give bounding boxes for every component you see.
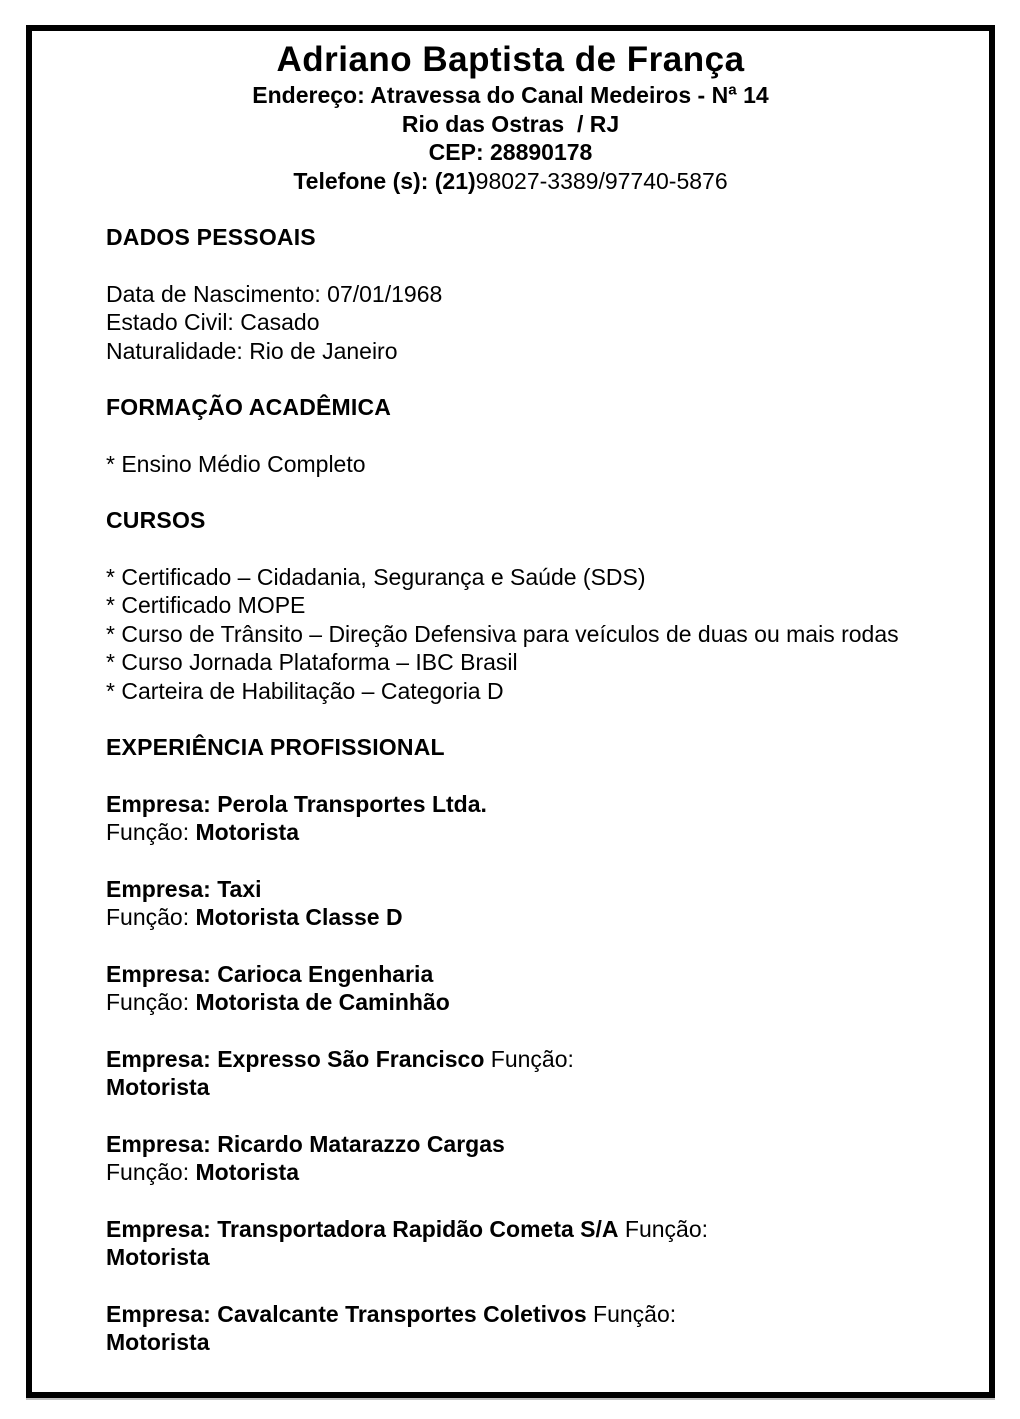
company-name: Empresa: Ricardo Matarazzo Cargas — [106, 1130, 505, 1157]
phone-numbers: 98027-3389/97740-5876 — [475, 167, 728, 194]
role-value: Motorista — [106, 1244, 210, 1270]
role-label: Função: — [624, 1215, 709, 1242]
section-heading-education: FORMAÇÃO ACADÊMICA — [106, 394, 392, 420]
role-label: Função: — [593, 1300, 677, 1327]
address-line: Endereço: Atravessa do Canal Medeiros - Nª 14 — [252, 82, 769, 108]
section-courses — [106, 506, 983, 705]
experience-entry — [106, 1300, 983, 1357]
experience-entry — [106, 960, 983, 1017]
role-value: Motorista — [195, 819, 299, 845]
role-label: Função: — [106, 1159, 190, 1185]
company-name: Empresa: Carioca Engenharia — [106, 960, 434, 987]
experience-entry — [106, 1045, 983, 1102]
company-name: Empresa: Taxi — [106, 875, 262, 902]
education-item: * Ensino Médio Completo — [106, 450, 366, 477]
experience-entry — [106, 875, 983, 932]
city-line: Rio das Ostras / RJ — [401, 110, 620, 137]
education-paragraph — [106, 450, 983, 479]
courses-list — [106, 563, 983, 706]
role-label: Função: — [106, 819, 190, 845]
company-name: Empresa: Transportadora Rapidão Cometa S/A — [106, 1215, 619, 1242]
role-label: Função: — [490, 1045, 574, 1072]
course-item: * Certificado – Cidadania, Segurança e Saúde (SDS) — [106, 563, 646, 590]
birthplace-line: Naturalidade: Rio de Janeiro — [106, 337, 398, 364]
course-item: * Certificado MOPE — [106, 592, 306, 618]
role-value: Motorista — [106, 1074, 210, 1100]
section-heading-courses: CURSOS — [106, 507, 206, 533]
marital-status-line: Estado Civil: Casado — [106, 309, 320, 335]
company-name: Empresa: Cavalcante Transportes Coletivos — [106, 1300, 587, 1327]
personal-data-paragraph — [106, 280, 983, 366]
role-value: Motorista — [106, 1329, 210, 1355]
section-experience — [106, 733, 983, 1357]
phone-label: Telefone (s): (21) — [293, 167, 476, 194]
course-item: * Curso de Trânsito – Direção Defensiva para veículos de duas ou mais rodas — [106, 620, 899, 647]
section-heading-personal: DADOS PESSOAIS — [106, 224, 316, 250]
resume-body — [38, 223, 983, 1357]
role-label: Função: — [106, 904, 190, 930]
section-personal-data — [106, 223, 983, 365]
section-heading-experience: EXPERIÊNCIA PROFISSIONAL — [106, 734, 445, 760]
experience-entry — [106, 1215, 983, 1272]
resume-header — [38, 39, 983, 195]
role-value: Motorista de Caminhão — [195, 989, 450, 1015]
experience-entry — [106, 1130, 983, 1187]
birth-date-line: Data de Nascimento: 07/01/1968 — [106, 280, 443, 307]
role-value: Motorista Classe D — [195, 904, 403, 930]
company-name: Empresa: Expresso São Francisco — [106, 1045, 485, 1072]
course-item: * Carteira de Habilitação – Categoria D — [106, 677, 504, 704]
role-label: Função: — [106, 989, 190, 1015]
phone-line — [38, 167, 983, 196]
section-education — [106, 393, 983, 478]
person-name: Adriano Baptista de França — [276, 40, 745, 79]
role-value: Motorista — [195, 1159, 299, 1185]
company-name: Empresa: Perola Transportes Ltda. — [106, 790, 487, 817]
course-item: * Curso Jornada Plataforma – IBC Brasil — [106, 649, 518, 675]
document-page-border — [26, 25, 995, 1398]
experience-entry — [106, 790, 983, 847]
cep-line: CEP: 28890178 — [428, 139, 593, 165]
